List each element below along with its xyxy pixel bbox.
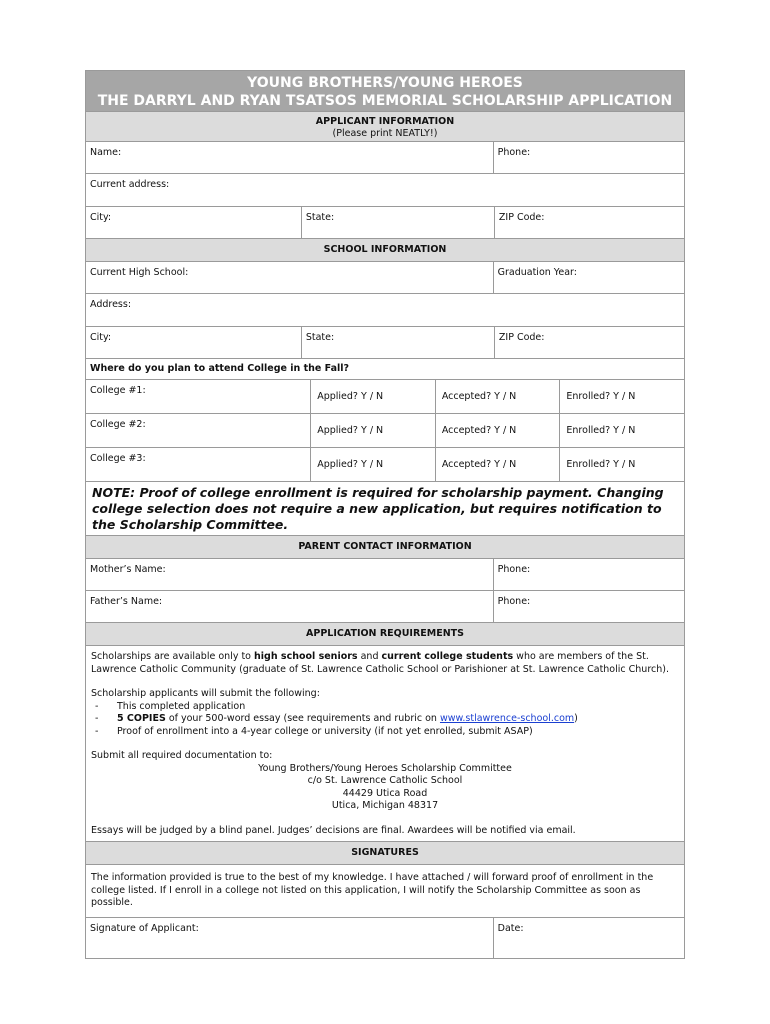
application-form [85,70,685,959]
parent-section-header: PARENT CONTACT INFORMATION [86,535,684,558]
school-city-row [86,326,684,358]
signature-row [86,917,684,958]
applicant-zip-field[interactable]: ZIP Code: [494,207,684,238]
mother-name-field[interactable]: Mother’s Name: [90,564,166,575]
mother-phone-field[interactable]: Phone: [493,559,684,590]
college-1-field[interactable]: College #1: [90,385,146,396]
college-3-field[interactable]: College #3: [90,453,146,464]
requirements-list [91,701,679,739]
college-3-applied[interactable]: Applied? Y / N [310,448,435,481]
school-zip-field[interactable]: ZIP Code: [494,327,684,358]
applicant-city-field[interactable]: City: [90,212,112,223]
college-row [86,413,684,447]
mother-row [86,558,684,590]
title-line-2: THE DARRYL AND RYAN TSATSOS MEMORIAL SCHOLARSHIP APPLICATION [97,93,673,109]
list-item: - Proof of enrollment into a 4-year college or university (if not yet enrolled, submit ASAP) [91,726,679,739]
applicant-heading: APPLICANT INFORMATION [315,116,455,127]
school-city-field[interactable]: City: [90,332,112,343]
college-row [86,447,684,481]
college-question: Where do you plan to attend College in the Fall? [86,358,684,379]
graduation-year-field[interactable]: Graduation Year: [493,262,684,293]
college-2-accepted[interactable]: Accepted? Y / N [435,414,560,447]
school-website-link[interactable]: www.stlawrence-school.com [439,713,575,724]
school-name-row [86,261,684,293]
school-state-field[interactable]: State: [301,327,494,358]
signatures-section-header: SIGNATURES [86,841,684,864]
college-1-accepted[interactable]: Accepted? Y / N [435,380,560,413]
applicant-state-field[interactable]: State: [301,207,494,238]
applicant-phone-field[interactable]: Phone: [493,142,684,173]
school-address-row [86,293,684,326]
list-item: - 5 COPIES of your 500-word essay (see requirements and rubric on www.stlawrence-school.com) [91,713,679,726]
applicant-subheading: (Please print NEATLY!) [332,128,438,139]
judging-text: Essays will be judged by a blind panel. Judges’ decisions are final. Awardees will be notified via email. [91,824,576,836]
father-phone-field[interactable]: Phone: [493,591,684,622]
college-row [86,379,684,413]
applicant-address-row [86,173,684,206]
requirements-body [86,645,684,841]
father-row [86,590,684,622]
high-school-field[interactable]: Current High School: [90,267,189,278]
enrollment-note: NOTE: Proof of college enrollment is required for scholarship payment. Changing college selection does not require a new application, but requires notification to the Scholarship Committee. [86,481,684,535]
father-name-field[interactable]: Father’s Name: [90,596,163,607]
school-section-header: SCHOOL INFORMATION [86,238,684,261]
applicant-name-field[interactable]: Name: [90,147,122,158]
college-1-applied[interactable]: Applied? Y / N [310,380,435,413]
requirements-section-header: APPLICATION REQUIREMENTS [86,622,684,645]
list-item: - This completed application [91,701,679,714]
college-3-accepted[interactable]: Accepted? Y / N [435,448,560,481]
applicant-city-row [86,206,684,238]
school-address-field[interactable]: Address: [90,299,132,310]
applicant-section-header [86,111,684,141]
submit-intro: Scholarship applicants will submit the following: [91,688,320,699]
title-line-1: YOUNG BROTHERS/YOUNG HEROES [247,75,523,91]
applicant-name-row [86,141,684,173]
college-2-applied[interactable]: Applied? Y / N [310,414,435,447]
college-2-field[interactable]: College #2: [90,419,146,430]
college-3-enrolled[interactable]: Enrolled? Y / N [559,448,684,481]
mailing-address: Young Brothers/Young Heroes Scholarship Committee c/o St. Lawrence Catholic School 44429 Utica Road Utica, Michigan 48317 [258,762,512,811]
signature-statement: The information provided is true to the best of my knowledge. I have attached / will forward proof of enrollment in the college listed. If I enroll in a college not listed on this application, I will notify the Scholarship Committee as soon as possible. [86,864,684,917]
applicant-signature-field[interactable]: Signature of Applicant: [90,922,199,934]
eligibility-text: Scholarships are available only to high school seniors and current college students who are members of the St. Lawrence Catholic Community (graduate of St. Lawrence Catholic School or Parishioner at St. Lawrence Catholic Church). [91,651,669,675]
college-1-enrolled[interactable]: Enrolled? Y / N [559,380,684,413]
send-intro: Submit all required documentation to: [91,750,273,761]
signature-date-field[interactable]: Date: [493,918,684,958]
form-title [86,71,684,111]
applicant-address-field[interactable]: Current address: [90,179,170,190]
college-2-enrolled[interactable]: Enrolled? Y / N [559,414,684,447]
